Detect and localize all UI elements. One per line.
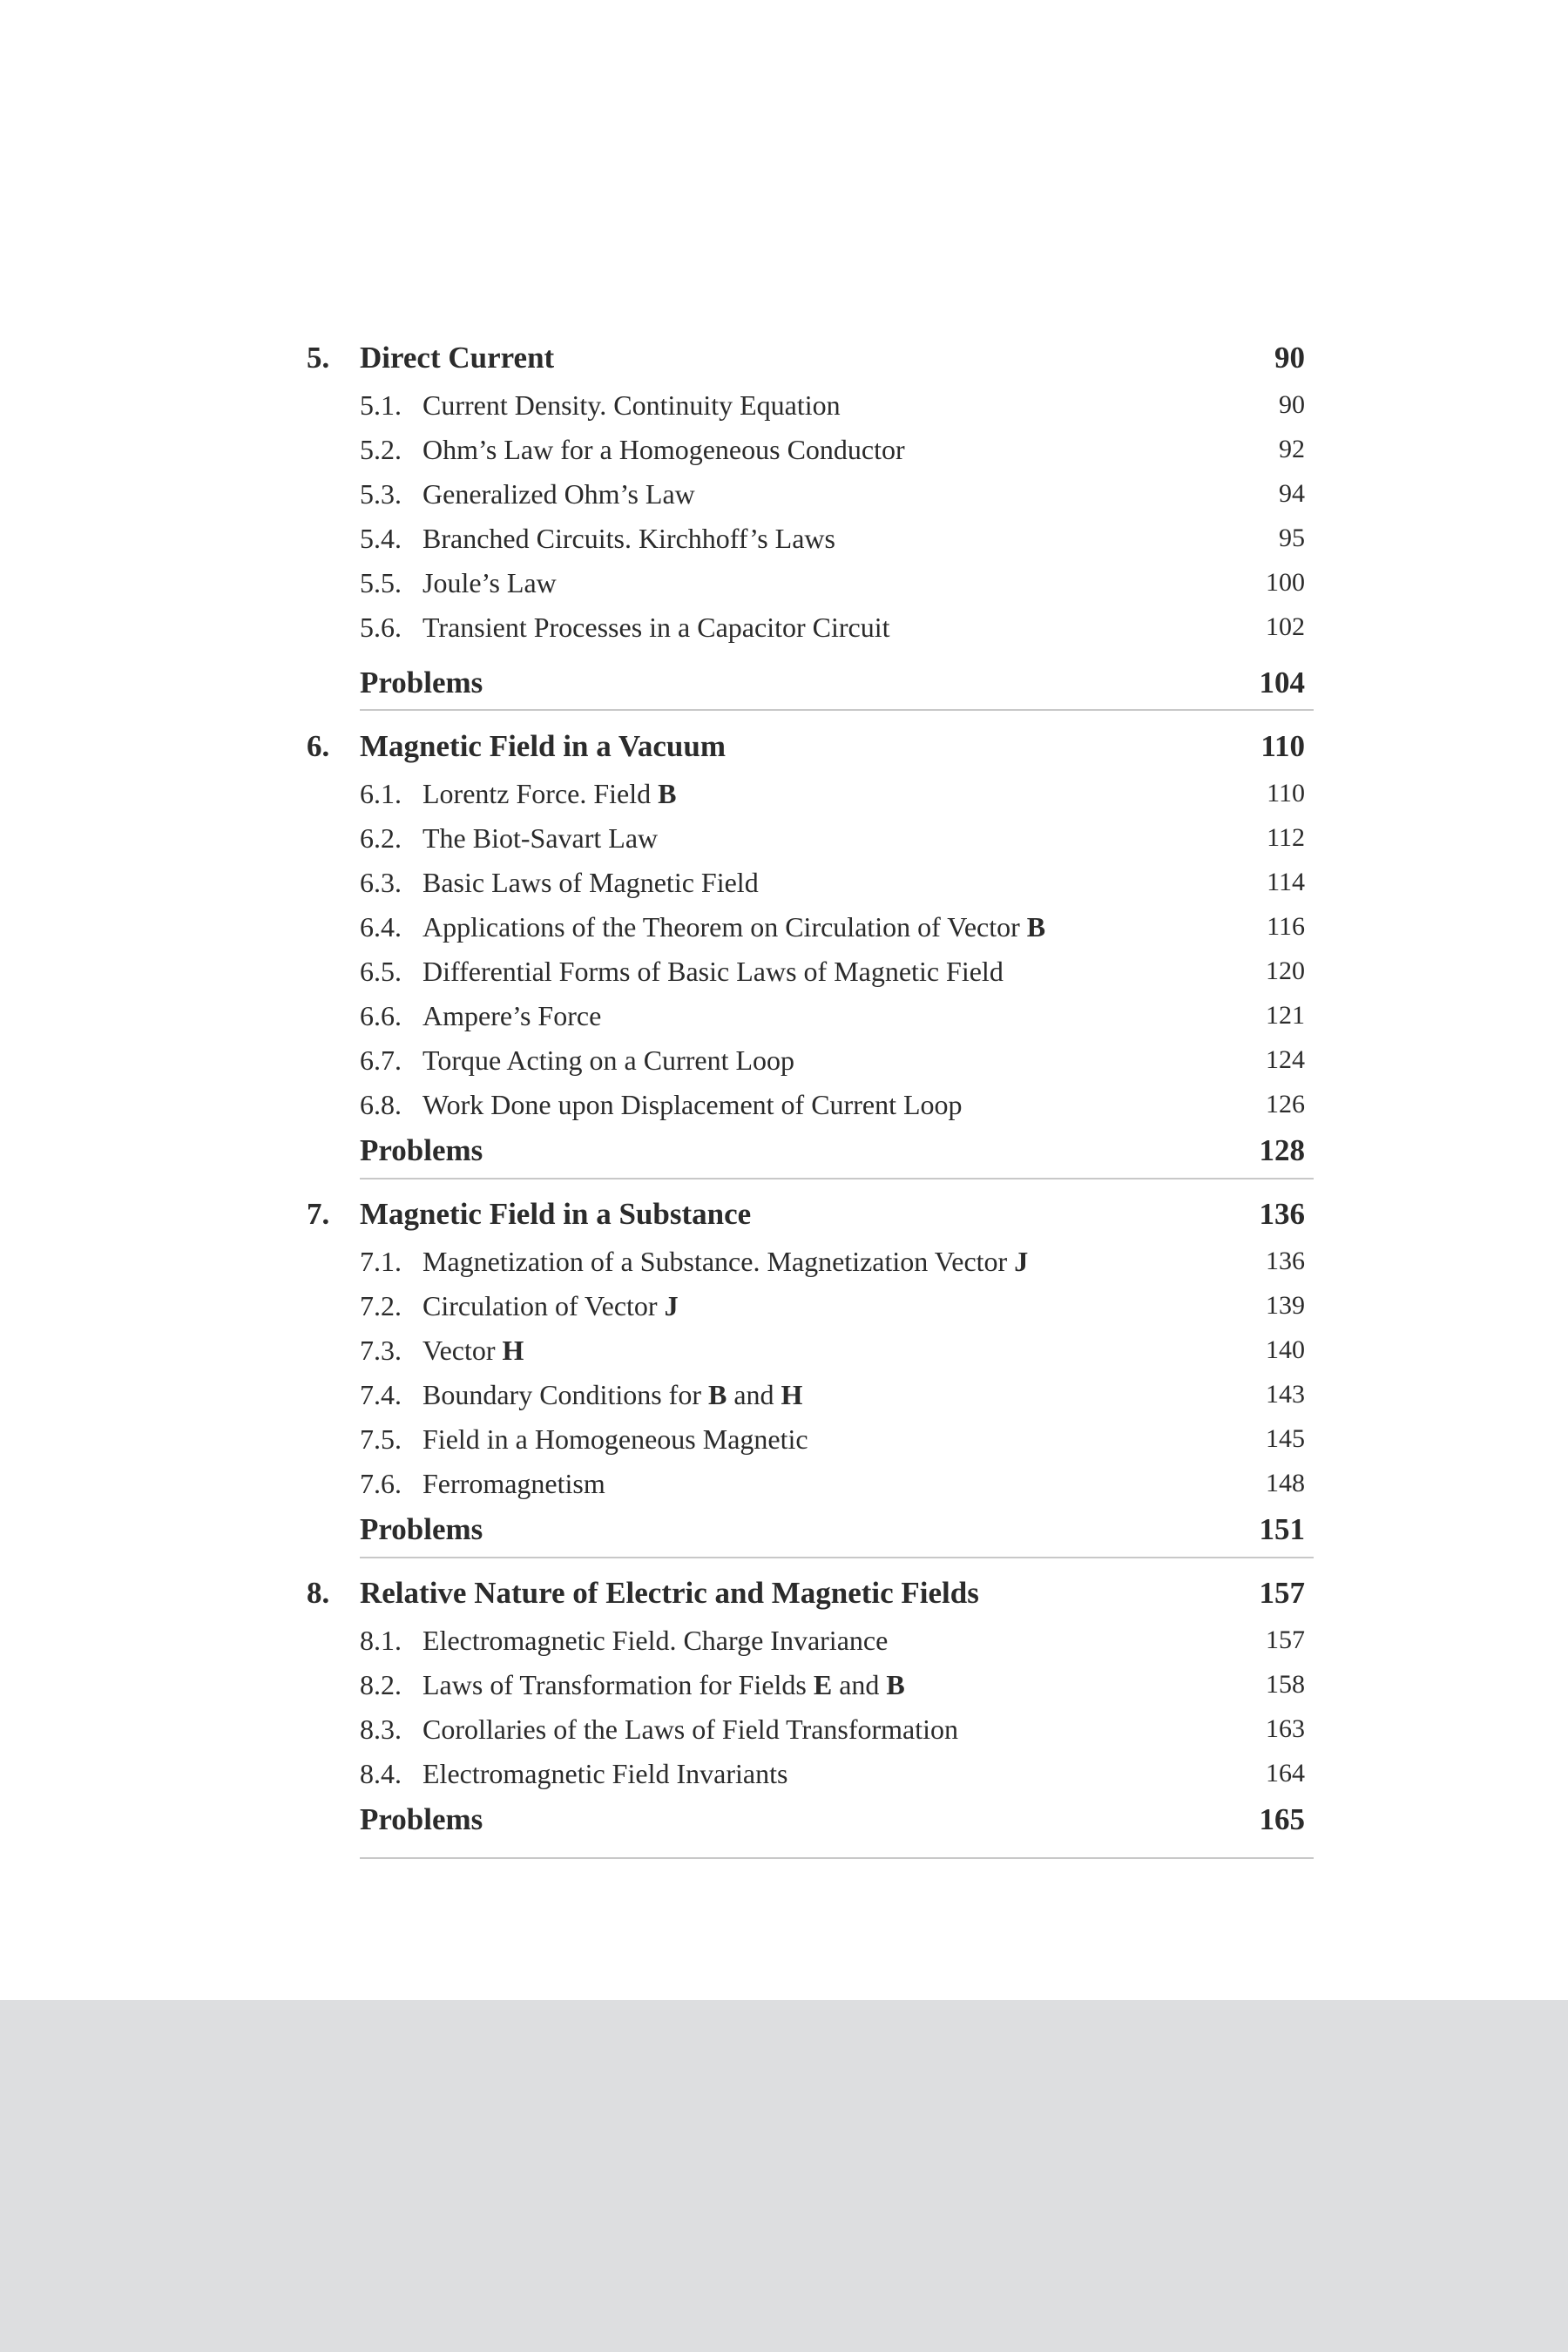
problems-page-number: 128 — [1259, 1133, 1305, 1167]
chapter-heading — [0, 725, 1568, 768]
section-title: Torque Acting on a Current Loop — [422, 1044, 794, 1076]
chapter-title: Magnetic Field in a Vacuum — [360, 729, 727, 763]
chapter-page-number: 136 — [1259, 1197, 1305, 1231]
chapter-title: Relative Nature of Electric and Magnetic Fields — [360, 1576, 979, 1610]
section-entry — [0, 383, 1568, 427]
section-entry — [0, 772, 1568, 815]
section-title: Joule’s Law — [422, 567, 557, 598]
section-title-text: Circulation of Vector — [422, 1290, 665, 1321]
section-page-number: 114 — [1267, 868, 1305, 896]
section-number: 7.5. — [360, 1423, 402, 1455]
section-title-text: Vector — [422, 1335, 503, 1366]
section-entry — [0, 428, 1568, 471]
section-number: 8.2. — [360, 1669, 402, 1700]
chapter-number: 6. — [307, 729, 330, 763]
section-page-number: 116 — [1267, 912, 1305, 941]
problems-page-number: 165 — [1259, 1802, 1305, 1836]
problems-entry — [0, 1129, 1568, 1173]
section-entry — [0, 1284, 1568, 1328]
section-title — [422, 772, 676, 815]
section-title-text: Lorentz Force. Field — [422, 778, 659, 809]
section-title: The Biot-Savart Law — [422, 822, 659, 854]
section-title: Ferromagnetism — [422, 1468, 605, 1499]
vector-symbol: E — [813, 1669, 833, 1700]
section-number: 6.8. — [360, 1089, 402, 1120]
section-number: 7.6. — [360, 1468, 402, 1499]
section-entry — [0, 905, 1568, 949]
chapter-divider — [360, 1857, 1314, 1859]
section-page-number: 126 — [1266, 1090, 1305, 1119]
section-entry — [0, 1752, 1568, 1795]
section-title: Branched Circuits. Kirchhoff’s Laws — [422, 523, 835, 554]
section-entry — [0, 816, 1568, 860]
section-page-number: 143 — [1266, 1380, 1305, 1409]
vector-symbol: B — [658, 778, 677, 809]
section-number: 6.3. — [360, 867, 402, 898]
section-entry — [0, 1240, 1568, 1283]
section-title: Differential Forms of Basic Laws of Magnetic Field — [422, 956, 1004, 987]
section-title — [422, 1328, 524, 1372]
problems-page-number: 104 — [1259, 666, 1305, 700]
chapter-heading — [0, 1193, 1568, 1236]
section-page-number: 163 — [1266, 1714, 1305, 1743]
problems-entry — [0, 661, 1568, 705]
section-number: 8.3. — [360, 1713, 402, 1745]
section-page-number: 157 — [1266, 1625, 1305, 1654]
vector-symbol: B — [886, 1669, 905, 1700]
section-number: 5.2. — [360, 434, 402, 465]
section-number: 6.1. — [360, 778, 402, 809]
section-page-number: 102 — [1266, 612, 1305, 641]
chapter-divider — [360, 709, 1314, 711]
section-entry — [0, 1328, 1568, 1372]
section-entry — [0, 561, 1568, 605]
problems-label: Problems — [360, 1512, 483, 1546]
problems-label: Problems — [360, 1133, 483, 1167]
section-number: 7.4. — [360, 1379, 402, 1410]
section-title-text: Applications of the Theorem on Circulation of Vector — [422, 911, 1027, 943]
chapter-page-number: 90 — [1274, 341, 1305, 375]
section-number: 5.5. — [360, 567, 402, 598]
section-number: 6.5. — [360, 956, 402, 987]
section-number: 7.2. — [360, 1290, 402, 1321]
chapter-title: Magnetic Field in a Substance — [360, 1197, 752, 1231]
section-title — [422, 1663, 905, 1707]
chapter-page-number: 157 — [1259, 1576, 1305, 1610]
section-title: Transient Processes in a Capacitor Circuit — [422, 612, 890, 643]
vector-symbol: B — [1026, 911, 1046, 943]
section-entry — [0, 472, 1568, 516]
section-number: 6.4. — [360, 911, 402, 943]
section-page-number: 139 — [1266, 1291, 1305, 1320]
chapter-page-number: 110 — [1260, 729, 1305, 763]
section-page-number: 90 — [1279, 390, 1305, 419]
section-number: 6.6. — [360, 1000, 402, 1031]
section-title-connector: and — [832, 1669, 887, 1700]
section-title — [422, 1240, 1028, 1283]
section-page-number: 92 — [1279, 435, 1305, 463]
section-title: Current Density. Continuity Equation — [422, 389, 841, 421]
section-number: 6.7. — [360, 1044, 402, 1076]
section-title — [422, 1284, 679, 1328]
chapter-number: 5. — [307, 341, 330, 375]
chapter-heading — [0, 1571, 1568, 1615]
chapter-divider — [360, 1557, 1314, 1558]
section-title: Ampere’s Force — [422, 1000, 602, 1031]
section-entry — [0, 950, 1568, 993]
section-number: 8.1. — [360, 1625, 402, 1656]
section-page-number: 124 — [1266, 1045, 1305, 1074]
vector-symbol: J — [1014, 1246, 1029, 1277]
section-page-number: 164 — [1266, 1759, 1305, 1788]
section-entry — [0, 1663, 1568, 1707]
section-page-number: 110 — [1267, 779, 1305, 808]
section-page-number: 158 — [1266, 1670, 1305, 1699]
problems-label: Problems — [360, 1802, 483, 1836]
section-entry — [0, 605, 1568, 649]
section-entry — [0, 1417, 1568, 1461]
section-title-text: Boundary Conditions for — [422, 1379, 708, 1410]
section-entry — [0, 1083, 1568, 1126]
chapter-heading — [0, 336, 1568, 380]
section-title-text: Magnetization of a Substance. Magnetization Vector — [422, 1246, 1015, 1277]
section-page-number: 120 — [1266, 956, 1305, 985]
section-title: Corollaries of the Laws of Field Transformation — [422, 1713, 959, 1745]
chapter-number: 7. — [307, 1197, 330, 1231]
bottom-margin-band — [0, 2000, 1568, 2352]
section-entry — [0, 994, 1568, 1037]
section-entry — [0, 1373, 1568, 1416]
chapter-number: 8. — [307, 1576, 330, 1610]
section-page-number: 140 — [1266, 1335, 1305, 1364]
section-title — [422, 1373, 802, 1416]
section-number: 5.4. — [360, 523, 402, 554]
section-page-number: 100 — [1266, 568, 1305, 597]
section-title: Electromagnetic Field. Charge Invariance — [422, 1625, 889, 1656]
section-number: 8.4. — [360, 1758, 402, 1789]
section-page-number: 148 — [1266, 1469, 1305, 1497]
section-entry — [0, 861, 1568, 904]
section-number: 5.6. — [360, 612, 402, 643]
section-page-number: 95 — [1279, 524, 1305, 552]
vector-symbol: J — [664, 1290, 679, 1321]
chapter-divider — [360, 1178, 1314, 1179]
section-title: Generalized Ohm’s Law — [422, 478, 695, 510]
vector-symbol: H — [781, 1379, 803, 1410]
section-title-connector: and — [727, 1379, 781, 1410]
section-title: Basic Laws of Magnetic Field — [422, 867, 759, 898]
section-number: 6.2. — [360, 822, 402, 854]
section-title — [422, 905, 1045, 949]
section-number: 7.1. — [360, 1246, 402, 1277]
section-title-text: Laws of Transformation for Fields — [422, 1669, 814, 1700]
section-number: 5.1. — [360, 389, 402, 421]
section-entry — [0, 1707, 1568, 1751]
section-number: 5.3. — [360, 478, 402, 510]
vector-symbol: H — [502, 1335, 524, 1366]
section-page-number: 145 — [1266, 1424, 1305, 1453]
section-title: Field in a Homogeneous Magnetic — [422, 1423, 808, 1455]
section-title: Ohm’s Law for a Homogeneous Conductor — [422, 434, 905, 465]
section-page-number: 121 — [1266, 1001, 1305, 1030]
section-entry — [0, 517, 1568, 560]
chapter-title: Direct Current — [360, 341, 555, 375]
section-title: Electromagnetic Field Invariants — [422, 1758, 788, 1789]
section-page-number: 112 — [1267, 823, 1305, 852]
section-entry — [0, 1038, 1568, 1082]
section-page-number: 136 — [1266, 1247, 1305, 1275]
section-entry — [0, 1619, 1568, 1662]
section-page-number: 94 — [1279, 479, 1305, 508]
section-title: Work Done upon Displacement of Current Loop — [422, 1089, 963, 1120]
section-number: 7.3. — [360, 1335, 402, 1366]
problems-page-number: 151 — [1259, 1512, 1305, 1546]
problems-label: Problems — [360, 666, 483, 700]
problems-entry — [0, 1508, 1568, 1551]
vector-symbol: B — [707, 1379, 727, 1410]
section-entry — [0, 1462, 1568, 1505]
problems-entry — [0, 1798, 1568, 1842]
